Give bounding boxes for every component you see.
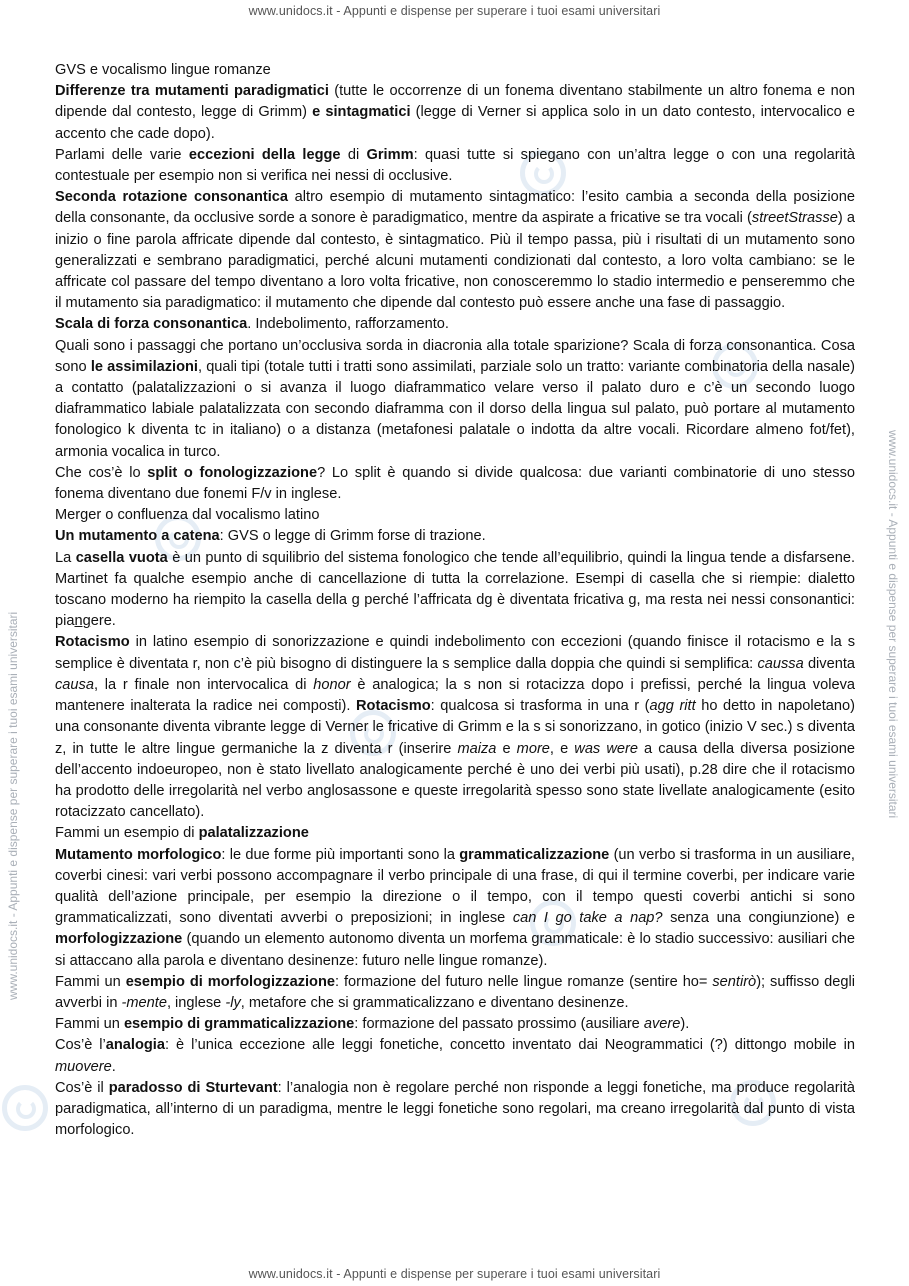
text-run: split o fonologizzazione	[147, 464, 318, 481]
text-run: Merger o confluenza dal vocalismo latino	[55, 507, 320, 524]
paragraph	[55, 60, 855, 81]
paragraph	[55, 336, 855, 463]
text-run: was were	[574, 740, 638, 757]
paragraph	[55, 632, 855, 823]
text-run: Scala di forza consonantica	[55, 316, 248, 333]
right-side-watermark: www.unidocs.it - Appunti e dispense per superare i tuoi esami universitari	[886, 430, 900, 819]
page-footer-watermark: www.unidocs.it - Appunti e dispense per superare i tuoi esami universitari	[248, 1267, 661, 1281]
text-run: : qualcosa si trasforma in una r (	[430, 698, 650, 715]
text-run: agg ritt	[649, 698, 696, 715]
text-run: : è l’unica eccezione alle leggi fonetiche, concetto inventato dai Neogrammatici (?) dittongo mobile in	[164, 1037, 855, 1054]
text-run: in latino esempio di sonorizzazione e quindi indebolimento con eccezioni (quando finisce il rotacismo e la s semplice è diventata r, non c’è più bisogno di distinguere la s semplice dalla doppia che quindi si semplifica:	[55, 634, 855, 672]
text-run: diventa	[803, 655, 855, 672]
paragraph	[55, 548, 855, 633]
paragraph	[55, 1035, 855, 1077]
text-run: Che cos’è lo	[55, 464, 148, 481]
text-run: GVS e vocalismo lingue romanze	[55, 62, 271, 78]
text-run: ng	[74, 613, 91, 630]
paragraph	[55, 526, 855, 547]
text-run: Grimm	[366, 146, 414, 163]
text-run: senza una congiunzione) e	[662, 910, 855, 927]
paragraph	[55, 1014, 855, 1035]
text-run: casella vuota	[75, 549, 168, 566]
left-side-watermark: www.unidocs.it - Appunti e dispense per superare i tuoi esami universitari	[6, 611, 20, 1000]
text-run: , e	[549, 740, 575, 757]
text-run: di	[340, 146, 367, 163]
text-run: streetStrasse	[751, 210, 838, 227]
text-run: a causa della diversa posizione dell’accento indoeuropeo, non è stato livellato analogicamente perché è uno dei verbi più usati), p.28 dire che il rotacismo ha prodotto delle irregolarità nel verbo anglosassone e queste irregolarità spesso sono state livellate analogicamente (esito rotacizzato cancellato).	[55, 740, 856, 821]
text-run: -mente	[121, 994, 167, 1011]
text-run: le assimilazioni	[90, 358, 198, 375]
paragraph	[55, 145, 855, 187]
text-run: : formazione del futuro nelle lingue romanze (sentire ho=	[335, 973, 713, 990]
text-run: ere.	[90, 613, 116, 630]
text-run: Seconda rotazione consonantica	[55, 189, 289, 206]
text-run: e	[496, 740, 517, 757]
text-run: honor	[313, 676, 351, 693]
text-run: è un punto di squilibrio del sistema fonologico che tende all’equilibrio, quindi la lingua tende a disfarsene. Martinet fa qualche esempio anche di cancellazione di tutta la correlazione. Esempi di casella che si riempie: dialetto toscano moderno ha riempito la casella della g perché l’affricata dg è diventata fricativa g, ma resta nei nessi consonantici: pia	[55, 549, 855, 630]
paragraph	[55, 972, 855, 1014]
paragraph	[55, 187, 855, 314]
paragraph	[55, 314, 855, 335]
document-body	[55, 60, 855, 1141]
text-run: Fammi un	[55, 973, 126, 990]
paragraph	[55, 845, 855, 972]
text-run: : le due forme più importanti sono la	[221, 846, 460, 863]
text-run: Cos’è l’	[55, 1037, 106, 1054]
page-header-watermark: www.unidocs.it - Appunti e dispense per superare i tuoi esami universitari	[248, 4, 661, 18]
text-run: (tutte le occorrenze di un fonema diventano stabilmente un altro fonema e non dipende dal contesto, legge di Grimm)	[55, 83, 855, 121]
text-run: eccezioni della legge	[188, 146, 341, 163]
text-run: can I go take a nap?	[512, 910, 663, 927]
text-run: (un verbo si trasforma in un ausiliare, coverbi cinesi: vari verbi possono accompagnare il verbo principale di una frase, di qui il termine coverbi, per indicare varie qualità dell’azione principale, per esempio la direzione o il tempo, con il tempo questi coverbi antichi si sono grammaticalizzati, sono diventati avverbi o preposizioni; in inglese	[55, 846, 855, 927]
text-run: .	[111, 1058, 116, 1075]
text-run: ); suffisso degli avverbi in	[55, 973, 855, 1011]
text-run: , la r finale non intervocalica di	[93, 676, 314, 693]
text-run: Rotacismo	[55, 634, 130, 651]
text-run: Quali sono i passaggi che portano un’occlusiva sorda in diacronia alla totale sparizione? Scala di forza consonantica. Cosa sono	[55, 337, 855, 375]
text-run: : formazione del passato prossimo (ausiliare	[354, 1016, 644, 1033]
paragraph	[55, 81, 855, 145]
text-run: . Indebolimento, rafforzamento.	[247, 316, 449, 333]
text-run: Fammi un esempio di	[55, 825, 199, 842]
watermark-logo-icon	[2, 1085, 48, 1131]
paragraph	[55, 823, 855, 844]
text-run: Rotacismo	[356, 698, 431, 715]
text-run: (quando un elemento autonomo diventa un morfema grammaticale: è lo stadio successivo: ausiliari che si attaccano alla parola e diventano desinenze: futuro nelle lingue romanze).	[55, 931, 855, 969]
text-run: muovere	[55, 1058, 112, 1075]
text-run: more	[516, 740, 550, 757]
text-run: La	[55, 549, 76, 566]
text-run: Cos’è il	[55, 1079, 109, 1096]
text-run: altro esempio di mutamento sintagmatico: l’esito cambia a seconda della posizione della consonante, da occlusive sorde a sonore è paradigmatico, mentre da aspirate a fricative se tra vocali (	[55, 189, 856, 227]
text-run: grammaticalizzazione	[459, 846, 610, 863]
text-run: , quali tipi (totale tutti i tratti sono assimilati, parziale solo un tratto: variante combinatoria della nasale) a contatto (palatalizzazioni o si avanza il luogo diaframmatico velare verso il palato duro e c’è un secondo luogo diaframmatico labiale palatalizzata con secondo diaframma con il dorso della lingua sul palato, può portare al mutamento fonologico k diventa tc in italiano) o a distanza (metafonesi palatale o indotta da altre vocali. Ricordare almeno fot/fet), armonia vocalica in turco.	[55, 358, 856, 460]
text-run: analogia	[105, 1037, 165, 1054]
text-run: (legge di Verner si applica solo in un dato contesto, intervocalico e accento che cade dopo).	[55, 104, 855, 142]
text-run: ).	[680, 1016, 690, 1033]
text-run: , metafore che si grammaticalizzano e diventano desinenze.	[240, 994, 629, 1011]
paragraph	[55, 1078, 855, 1142]
text-run: maiza	[457, 740, 497, 757]
text-run: : quasi tutte si spiegano con un’altra legge o con una regolarità contestuale per esempio non si verifica nei nessi di occlusive.	[55, 146, 856, 185]
text-run: avere	[643, 1016, 681, 1033]
text-run: -ly	[225, 994, 241, 1011]
text-run: : GVS o legge di Grimm forse di trazione.	[219, 528, 486, 545]
text-run: morfologizzazione	[55, 931, 183, 948]
text-run: , inglese	[166, 994, 226, 1011]
text-run: Parlami delle varie	[55, 146, 189, 163]
paragraph	[55, 463, 855, 505]
text-run: ? Lo split è quando si divide qualcosa: due varianti combinatorie di uno stesso fonema diventano due fonemi F/v in inglese.	[55, 464, 855, 503]
text-run: palatalizzazione	[198, 825, 309, 842]
text-run: esempio di morfologizzazione	[125, 973, 336, 990]
text-run: Un mutamento a catena	[55, 528, 220, 545]
text-run: e sintagmatici	[312, 104, 411, 121]
text-run: esempio di grammaticalizzazione	[123, 1016, 355, 1033]
text-run: causa	[55, 676, 94, 693]
text-run: Fammi un	[55, 1016, 124, 1033]
text-run: Mutamento morfologico	[55, 846, 222, 863]
text-run: Differenze tra mutamenti paradigmatici	[55, 83, 329, 100]
text-run: paradosso di Sturtevant	[108, 1079, 278, 1096]
text-run: caussa	[757, 655, 804, 672]
text-run: sentirò	[712, 973, 757, 990]
text-run: ho detto in napoletano) una consonante diventa vibrante legge di Verner le fricative di Grimm e la s si sonorizzano, in gotico (inizio V sec.) s diventa z, in tutte le altre lingue germaniche la z diventa r (inserire	[55, 698, 856, 757]
text-run: ) a inizio o fine parola affricate dipende dal contesto, è sintagmatico. Più il tempo passa, più i risultati di un mutamento sono generalizzati e sembrano paradigmatici, perché alcuni mutamenti condizionati dal contesto, a loro volta cambiano: se le affricate col passare del tempo diventano a loro volta fricative, non conosceremmo lo stadio intermedio e penseremmo che il mutamento sia paradigmatico: il mutamento che dipende dal contesto può essere anche una fase di passaggio.	[55, 210, 856, 312]
text-run: : l’analogia non è regolare perché non risponde a leggi fonetiche, ma produce regolarità paradigmatica, all’interno di un paradigma, mentre le leggi fonetiche sono regolari, ma creano irregolarità dal punto di vista morfologico.	[55, 1079, 855, 1139]
paragraph	[55, 505, 855, 526]
text-run: è analogica; la s non si rotacizza dopo i prefissi, perché la lingua voleva mantenere inalterata la radice nei composti).	[55, 676, 855, 715]
